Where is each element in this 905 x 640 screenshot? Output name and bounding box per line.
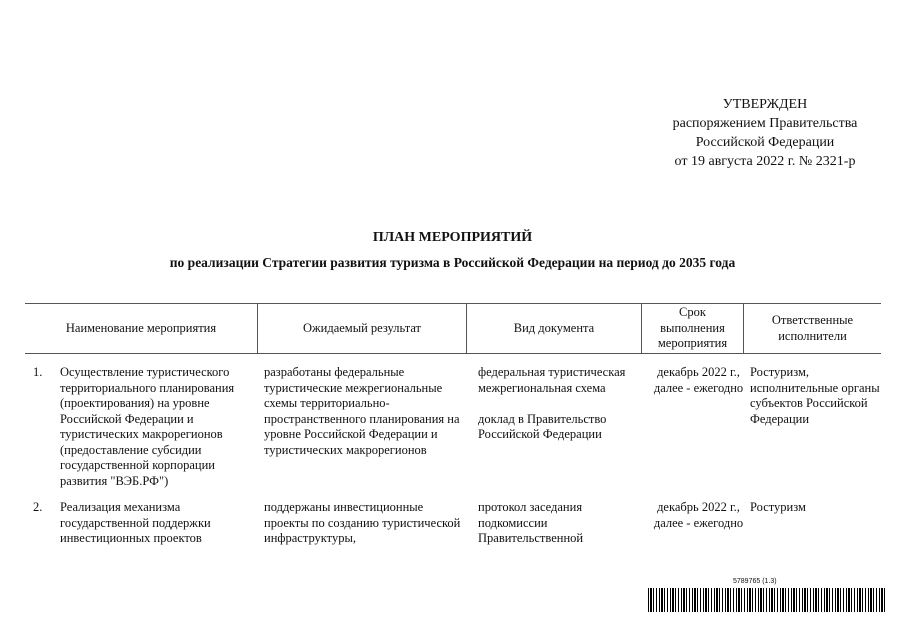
document-title: ПЛАН МЕРОПРИЯТИЙ <box>372 230 533 245</box>
barcode-number: 5789765 (1.3) <box>733 578 777 585</box>
row-result: разработаны федеральные туристические межрегиональные схемы территориально-пространственного планирования на уровне Российской Федерации и туристических макрорегионов <box>264 365 460 457</box>
header-term: Срок выполнения мероприятия <box>641 304 743 353</box>
row-result: поддержаны инвестиционные проекты по созданию туристической инфраструктуры, <box>264 500 461 545</box>
row-name: Реализация механизма государственной поддержки инвестиционных проектов <box>60 500 211 545</box>
row-term: декабрь 2022 г., далее - ежегодно <box>653 365 744 395</box>
row-name: Осуществление туристического территориального планирования (проектирования) на уровне Российской Федерации и туристических макрорегионов (предоставление субсидии государственной корпорации развития "ВЭБ.РФ") <box>60 365 235 488</box>
header-responsible: Ответственные исполнители <box>743 304 881 353</box>
row-term: декабрь 2022 г., далее - ежегодно <box>653 500 744 530</box>
header-document: Вид документа <box>466 304 641 353</box>
approval-date: от 19 августа 2022 г. № 2321-р <box>674 154 856 169</box>
row-document-b: доклад в Правительство Российской Федерации <box>478 411 607 441</box>
barcode <box>648 578 886 614</box>
row-number: 2. <box>33 500 43 514</box>
approval-block <box>640 95 890 171</box>
document-subtitle: по реализации Стратегии развития туризма в Российской Федерации на период до 2035 года <box>169 255 736 270</box>
header-result: Ожидаемый результат <box>257 304 466 353</box>
barcode-bars <box>648 588 886 612</box>
row-number: 1. <box>33 365 43 379</box>
header-name: Наименование мероприятия <box>65 320 217 335</box>
plan-table <box>25 303 881 545</box>
approval-line: распоряжением Правительства <box>672 116 858 131</box>
row-document-a: федеральная туристическая межрегиональная схема <box>478 365 626 395</box>
row-responsible: Ростуризм, исполнительные органы субъектов Российской Федерации <box>750 365 880 426</box>
table-header <box>25 303 881 354</box>
row-responsible: Ростуризм <box>750 500 806 514</box>
approval-heading: УТВЕРЖДЕН <box>722 97 808 112</box>
row-document: протокол заседания подкомиссии Правительственной <box>478 500 584 545</box>
approval-line: Российской Федерации <box>695 135 835 150</box>
row-document <box>478 365 643 443</box>
